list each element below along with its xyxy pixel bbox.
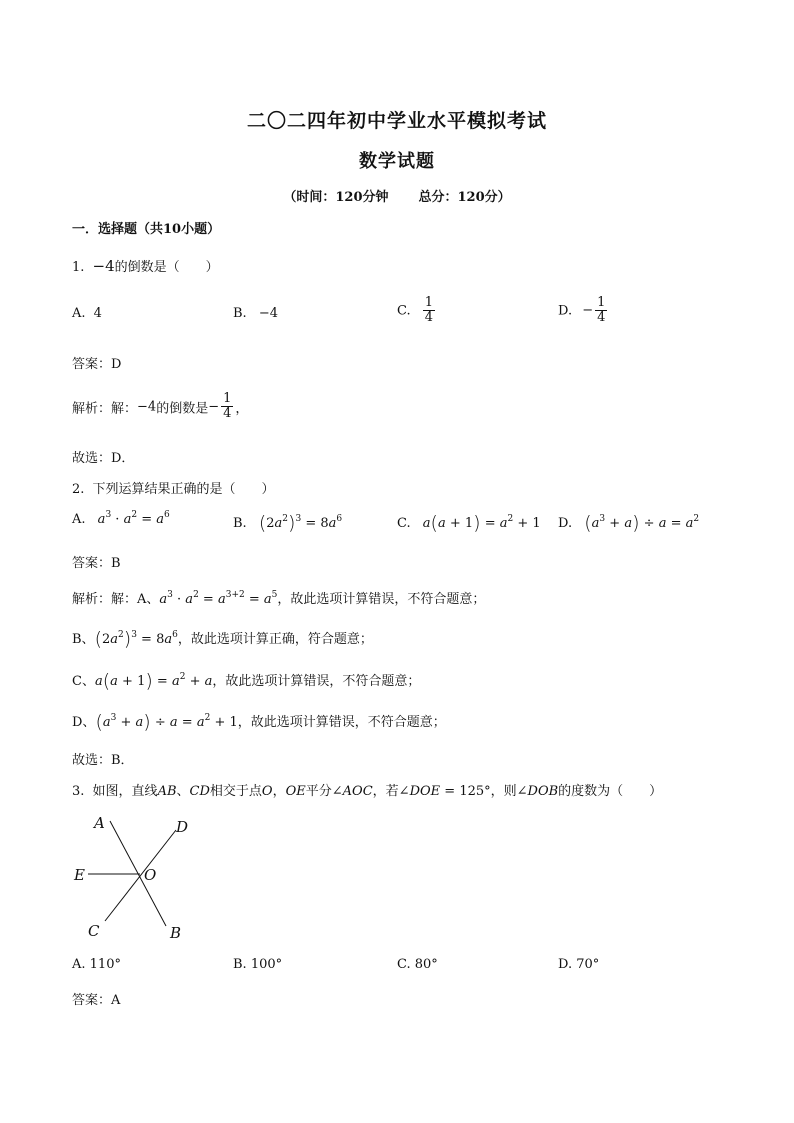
- q1-stem-value: −4: [92, 257, 115, 275]
- q2-option-b-expr: $(2a^2)^3 = 8a^6$: [258, 512, 343, 534]
- exam-info: [0, 186, 794, 205]
- line-cd: [105, 830, 176, 921]
- q2-analysis-c: C、$a(a + 1) = a^2 + a$，故此选项计算错误，不符合题意；: [72, 670, 421, 692]
- q1-option-a: A. 4: [72, 306, 102, 321]
- q2-option-b: B. $(2a^2)^3 = 8a^6$: [233, 512, 343, 534]
- q2-analysis-d-expr: $(a^3 + a) \div a = a^2 + 1$: [95, 711, 238, 733]
- q2-option-a-expr: $a^3 \cdot a^2 = a^6$: [97, 510, 170, 527]
- q1-answer: 答案：D: [72, 357, 122, 372]
- q2-analysis-b: B、$(2a^2)^3 = 8a^6$，故此选项计算正确，符合题意；: [72, 628, 373, 650]
- q1-option-c-fraction: $\frac{1}{4}$: [424, 295, 434, 326]
- q1-option-d: D. − $\frac{1}{4}$: [558, 295, 606, 326]
- q2-option-d-expr: $(a^3 + a) \div a = a^2$: [584, 512, 700, 534]
- q2-analysis-a-expr: $a^3 \cdot a^2 = a^{3+2} = a^5$: [159, 590, 278, 607]
- q3-option-c: C. 80°: [397, 957, 438, 972]
- q1-stem-text: 的倒数是（ ）: [114, 260, 219, 275]
- q1-stem: [72, 256, 219, 275]
- q2-choose: 故选：B．: [72, 753, 134, 768]
- exam-time: （时间：120分钟: [283, 190, 389, 205]
- label-d: D: [176, 818, 189, 836]
- q2-option-c-expr: $a(a + 1) = a^2 + 1$: [422, 512, 541, 534]
- q2-answer: 答案：B: [72, 556, 121, 571]
- q1-option-c: C. $\frac{1}{4}$: [397, 295, 434, 326]
- label-e: E: [74, 866, 85, 884]
- q2-analysis-a: 解析：解：A、$a^3 \cdot a^2 = a^{3+2} = a^5$，故此选项计算错误，不符合题意；: [72, 590, 486, 607]
- label-c: C: [88, 922, 100, 940]
- q1-analysis-fraction: $\frac{1}{4}$: [223, 391, 232, 422]
- q2-option-a: A. $a^3 \cdot a^2 = a^6$: [72, 510, 170, 527]
- q3-option-d: D. 70°: [558, 957, 600, 972]
- section-heading: 一．选择题（共10小题）: [72, 222, 221, 237]
- q3-option-b: B. 100°: [233, 957, 283, 972]
- q1-analysis: 解析：解：−4的倒数是− $\frac{1}{4}$ ，: [72, 391, 249, 422]
- q1-option-d-fraction: $\frac{1}{4}$: [597, 295, 606, 326]
- label-b: B: [170, 924, 182, 942]
- q1-number: 1.: [72, 260, 85, 275]
- exam-title: 二〇二四年初中学业水平模拟考试: [246, 110, 547, 132]
- q2-stem: 2. 下列运算结果正确的是（ ）: [72, 482, 275, 497]
- subject-title: 数学试题: [359, 151, 435, 172]
- q2-option-c: C. $a(a + 1) = a^2 + 1$: [397, 512, 541, 534]
- label-o: O: [144, 866, 157, 884]
- q3-stem: 3. 如图，直线AB、CD相交于点O，OE平分∠AOC，若∠DOE = 125°，则∠DOB的度数为（ ）: [72, 784, 663, 799]
- q3-option-a: A. 110°: [72, 957, 121, 972]
- q2-option-d: D. $(a^3 + a) \div a = a^2$: [558, 512, 700, 534]
- label-a: A: [94, 814, 105, 832]
- exam-score: 总分：120分）: [418, 190, 511, 205]
- q2-analysis-d: D、$(a^3 + a) \div a = a^2 + 1$，故此选项计算错误，不符合题意；: [72, 711, 446, 733]
- q3-answer: 答案：A: [72, 993, 121, 1008]
- q2-analysis-b-expr: $(2a^2)^3 = 8a^6$: [94, 628, 178, 650]
- q1-option-b: B. −4: [233, 306, 278, 321]
- q3-figure: [60, 808, 210, 946]
- q1-choose: 故选：D．: [72, 451, 135, 466]
- q2-analysis-c-expr: $a(a + 1) = a^2 + a$: [94, 670, 213, 692]
